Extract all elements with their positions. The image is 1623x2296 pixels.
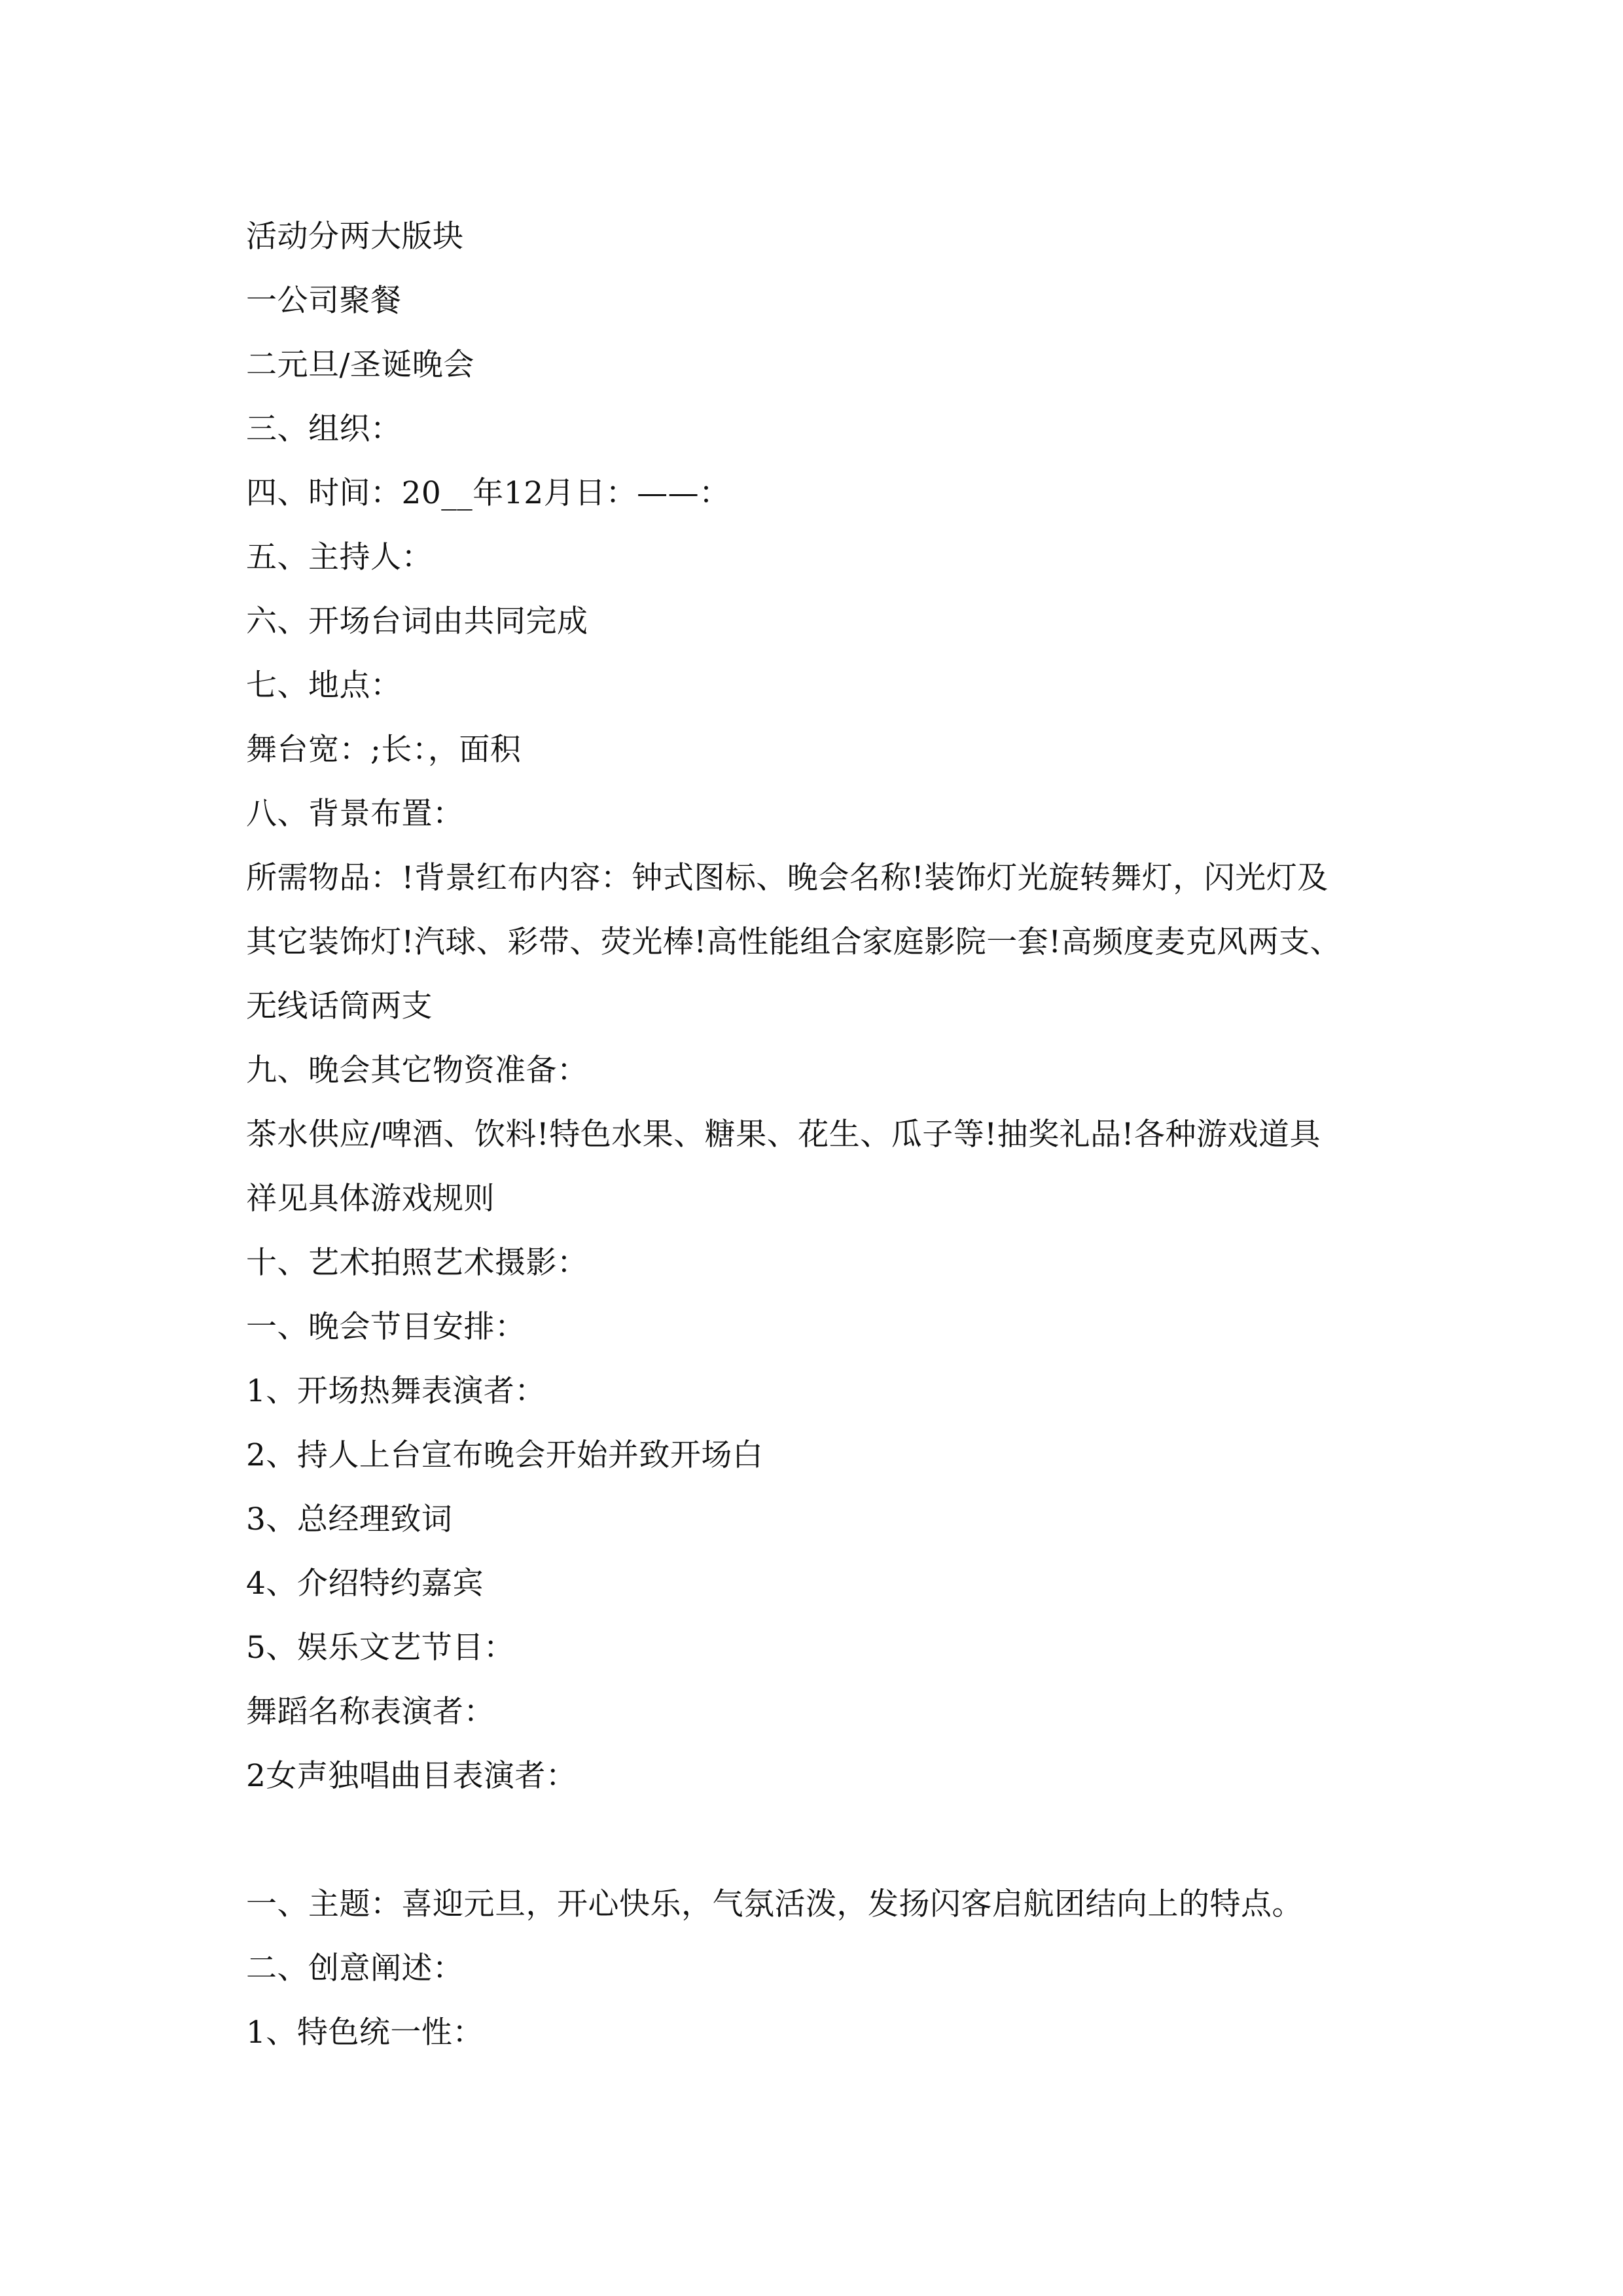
text-line: 六、开场台词由共同完成 <box>246 603 588 639</box>
text-line: 一公司聚餐 <box>246 283 402 319</box>
text-line: 一、晚会节目安排： <box>246 1309 526 1345</box>
text-line: 二元旦/圣诞晚会 <box>246 347 474 383</box>
text-line: 十、艺术拍照艺术摄影： <box>246 1245 588 1281</box>
text-line: 八、背景布置： <box>246 796 464 832</box>
text-line: 3、总经理致词 <box>246 1501 453 1537</box>
text-line: 2、持人上台宣布晚会开始并致开场白 <box>246 1437 764 1473</box>
text-line: 舞台宽：;长：，面积 <box>246 732 522 768</box>
document-body <box>246 205 1418 2065</box>
text-line: 九、晚会其它物资准备： <box>246 1052 588 1088</box>
text-line: 一、主题：喜迎元旦，开心快乐，气氛活泼，发扬闪客启航团结向上的特点。 <box>246 1886 1303 1922</box>
text-line: 舞蹈名称表演者： <box>246 1694 495 1730</box>
text-line: 1、特色统一性： <box>246 2015 484 2051</box>
text-line: 无线话筒两支 <box>246 988 433 1024</box>
text-line: 祥见具体游戏规则 <box>246 1181 495 1217</box>
text-line: 2女声独唱曲目表演者： <box>246 1758 577 1794</box>
text-line: 三、组织： <box>246 411 402 447</box>
paragraph-gap <box>246 1808 1418 1873</box>
text-line: 四、时间：20__年12月日：——： <box>246 475 730 511</box>
text-line: 五、主持人： <box>246 539 433 575</box>
text-line: 其它装饰灯!汽球、彩带、荧光棒!高性能组合家庭影院一套!高频度麦克风两支、 <box>246 924 1342 960</box>
text-line: 4、介绍特约嘉宾 <box>246 1566 484 1602</box>
text-line: 所需物品：!背景红布内容：钟式图标、晚会名称!装饰灯光旋转舞灯，闪光灯及 <box>246 860 1329 896</box>
text-line: 活动分两大版块 <box>246 219 464 255</box>
text-line: 二、创意阐述： <box>246 1950 464 1986</box>
text-line: 5、娱乐文艺节目： <box>246 1630 515 1666</box>
text-line: 1、开场热舞表演者： <box>246 1373 546 1409</box>
text-line: 茶水供应/啤酒、饮料!特色水果、糖果、花生、瓜子等!抽奖礼品!各种游戏道具 <box>246 1117 1321 1153</box>
text-line: 七、地点： <box>246 668 402 704</box>
